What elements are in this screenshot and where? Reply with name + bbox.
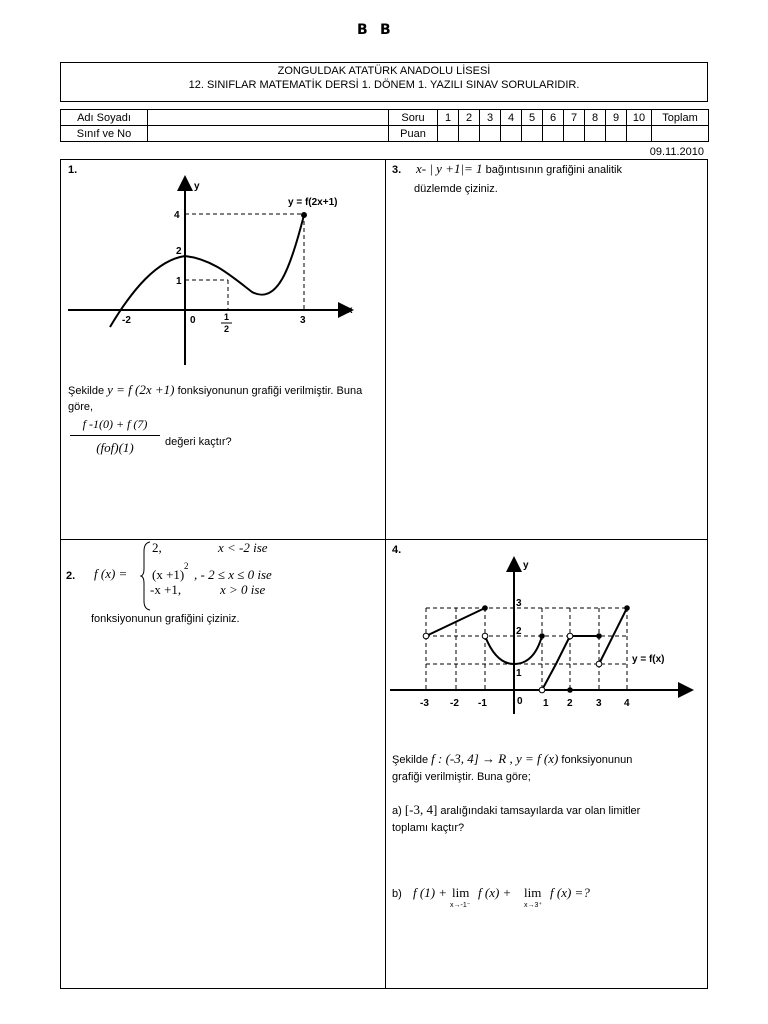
q2-case2-exponent: 2	[184, 561, 189, 571]
y-tick-label: 1	[176, 276, 182, 287]
top-mark-left: B	[357, 22, 368, 38]
y-tick-label: 3	[516, 598, 522, 609]
q1-fraction	[70, 416, 160, 456]
q4-part-a-label: a)	[392, 805, 402, 817]
closed-point	[567, 687, 573, 693]
y-tick-label: 4	[174, 210, 180, 221]
x-tick-label: -2	[122, 315, 131, 326]
top-mark-right: B	[380, 22, 391, 38]
open-point	[567, 633, 573, 639]
question-number: 5	[522, 110, 543, 126]
q2-brace	[140, 541, 152, 611]
question-1-number: 1.	[68, 164, 78, 176]
q2-case2-expr: (x +1)	[152, 567, 185, 582]
q2-function-name: f (x) =	[94, 566, 128, 581]
segment-3	[542, 636, 570, 690]
y-axis-label: y	[523, 560, 529, 571]
q4-part-b-label: b)	[392, 888, 402, 900]
score-cell[interactable]	[522, 126, 543, 142]
q2-case2-cond: , - 2 ≤ x ≤ 0 ise	[194, 567, 272, 582]
name-field[interactable]	[148, 110, 389, 126]
question-3-text	[416, 161, 701, 178]
score-cell[interactable]	[459, 126, 480, 142]
closed-point	[539, 633, 545, 639]
q4-text-suffix: fonksiyonunun	[561, 754, 633, 766]
x-tick-label: -3	[420, 698, 429, 709]
name-label: Adı Soyadı	[61, 110, 148, 126]
question-number: 2	[459, 110, 480, 126]
question-number: 4	[501, 110, 522, 126]
closed-point	[482, 605, 488, 611]
x-tick-label: 0	[517, 696, 523, 707]
q4-part-b-lim2: lim	[524, 885, 542, 900]
half-denominator: 2	[224, 324, 230, 334]
x-tick-label: -2	[450, 698, 459, 709]
y-tick-label: 2	[516, 626, 522, 637]
x-tick-label: -1	[478, 698, 487, 709]
x-axis-label: x	[680, 685, 686, 696]
score-cell[interactable]	[501, 126, 522, 142]
q3-text-line2: düzlemde çiziniz.	[414, 183, 498, 195]
question-1-text	[68, 382, 368, 415]
open-point	[539, 687, 545, 693]
x-axis-label: x	[347, 305, 353, 316]
open-point	[482, 633, 488, 639]
class-field[interactable]	[148, 126, 389, 142]
q4-text-line2: grafiği verilmiştir. Buna göre;	[392, 771, 531, 783]
q2-case3-cond: x > 0 ise	[220, 582, 266, 597]
open-point	[596, 661, 602, 667]
q1-denominator: (fof)(1)	[96, 440, 134, 455]
q1-numerator: f -1(0) + f (7)	[70, 416, 160, 436]
y-tick-label: 2	[176, 246, 182, 257]
total-score-cell[interactable]	[652, 126, 709, 142]
q1-question-tail: değeri kaçtır?	[165, 436, 232, 448]
x-tick-label: 0	[190, 315, 196, 326]
q1-text-body: fonksiyonunun grafiği verilmiştir. Buna göre,	[68, 385, 363, 413]
q2-case1-expr: 2,	[152, 540, 162, 555]
question-number: 9	[606, 110, 627, 126]
q1-text-prefix: Şekilde	[68, 385, 105, 397]
score-cell[interactable]	[564, 126, 585, 142]
score-cell[interactable]	[543, 126, 564, 142]
endpoint-dot	[301, 212, 307, 218]
q4-text-prefix: Şekilde	[392, 754, 429, 766]
class-label: Sınıf ve No	[61, 126, 148, 142]
score-cell[interactable]	[438, 126, 459, 142]
exam-date: 09.11.2010	[649, 146, 704, 158]
q4-text-line1	[392, 751, 702, 768]
q4-part-b-lim2-sub: x→3⁺	[524, 902, 543, 909]
question-number: 3	[480, 110, 501, 126]
q2-case1-cond: x < -2 ise	[218, 540, 268, 555]
q2-instruction: fonksiyonunun grafiğini çiziniz.	[91, 613, 240, 625]
question-number: 1	[438, 110, 459, 126]
question-4-graph	[386, 556, 706, 716]
curve-label: y = f(2x+1)	[288, 197, 338, 208]
question-number: 10	[627, 110, 652, 126]
score-label: Puan	[389, 126, 438, 142]
score-cell[interactable]	[627, 126, 652, 142]
q4-part-a-text: aralığındaki tamsayılarda var olan limitler	[440, 805, 641, 817]
question-number: 8	[585, 110, 606, 126]
q3-text-line1: bağıntısının grafiğini analitik	[485, 164, 622, 176]
question-number: 6	[543, 110, 564, 126]
q4-domain-expr: f : (-3, 4] → R , y = f (x)	[431, 751, 559, 766]
score-cell[interactable]	[606, 126, 627, 142]
open-point	[423, 633, 429, 639]
x-tick-label: 4	[624, 698, 630, 709]
curve-label: y = f(x)	[632, 654, 665, 665]
school-name: ZONGULDAK ATATÜRK ANADOLU LİSESİ	[277, 65, 491, 77]
question-2-number: 2.	[66, 570, 76, 582]
q1-expression: y = f (2x +1)	[107, 382, 175, 397]
dashed-grid	[426, 608, 627, 690]
closed-point	[596, 633, 602, 639]
y-axis-label: y	[194, 181, 200, 192]
y-tick-label: 1	[516, 668, 522, 679]
q4-part-a-text2: toplamı kaçtır?	[392, 822, 465, 834]
q4-part-a-interval: [-3, 4]	[404, 802, 438, 817]
closed-point	[624, 605, 630, 611]
half-numerator: 1	[224, 312, 230, 322]
score-cell[interactable]	[585, 126, 606, 142]
table-row	[61, 126, 709, 142]
total-label: Toplam	[652, 110, 709, 126]
q4-part-b-fx1: f (x) +	[478, 885, 512, 900]
q4-part-b-f1: f (1) +	[413, 885, 448, 900]
student-info-table	[60, 109, 709, 142]
x-tick-label: 1	[543, 698, 549, 709]
q2-case3-expr: -x +1,	[150, 582, 182, 597]
x-tick-label: 3	[300, 315, 306, 326]
x-tick-label: 2	[567, 698, 573, 709]
q3-expression: x- | y +1|= 1	[416, 161, 483, 176]
q4-part-a	[392, 802, 702, 819]
x-tick-label: 3	[596, 698, 602, 709]
q4-part-b-lim1: lim	[452, 885, 470, 900]
q4-part-b-lim1-sub: x→-1⁻	[450, 902, 471, 909]
question-3-number: 3.	[392, 164, 402, 176]
question-4-number: 4.	[392, 544, 402, 556]
exam-header	[60, 62, 708, 102]
table-row	[61, 110, 709, 126]
exam-title: 12. SINIFLAR MATEMATİK DERSİ 1. DÖNEM 1. YAZILI SINAV SORULARIDIR.	[188, 79, 580, 91]
q4-part-b-fx2: f (x) =?	[550, 885, 590, 900]
score-cell[interactable]	[480, 126, 501, 142]
question-1-graph	[62, 175, 362, 370]
question-number: 7	[564, 110, 585, 126]
question-label: Soru	[389, 110, 438, 126]
